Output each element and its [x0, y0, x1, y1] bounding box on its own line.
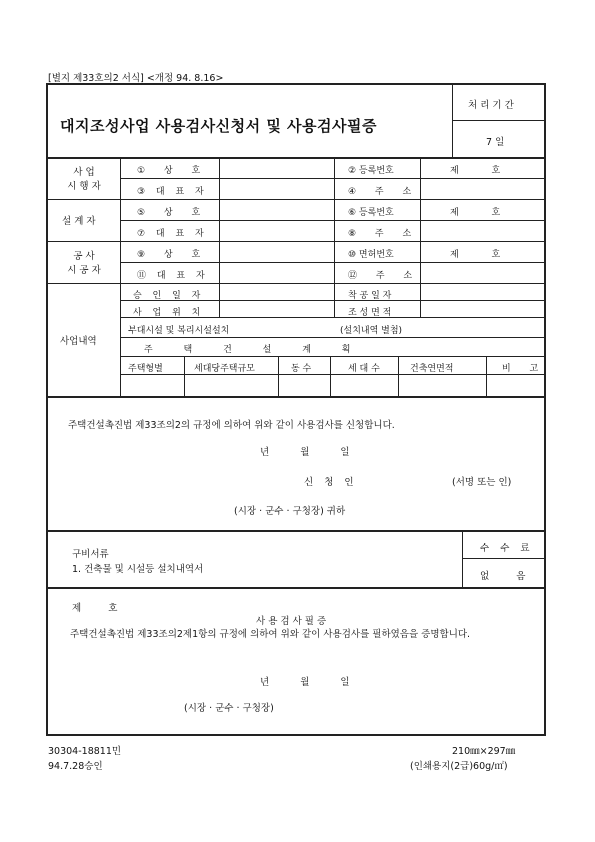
plan-col-line	[398, 356, 399, 396]
documents-bottom-border	[46, 587, 546, 589]
facilities-label: 부대시설 및 복리시설설치	[128, 326, 230, 336]
plan-header-buildings: 동 수	[291, 364, 312, 374]
project-location-label: 사 업 위 치	[133, 308, 205, 318]
business-label2-line	[420, 283, 421, 317]
development-area-label: 조 성 면 적	[348, 308, 392, 318]
housing-plan-label: 주 택 건 설 계 획	[144, 345, 365, 355]
plan-header-remarks: 비 고	[502, 364, 547, 374]
business-section-label: 사업내역	[60, 336, 97, 347]
processing-period-value: 7 일	[486, 137, 505, 148]
section-column-line	[120, 157, 121, 396]
row-line	[120, 337, 544, 338]
form-code: 30304-18811민	[48, 746, 122, 757]
plan-header-unit-size: 세대당주택규모	[194, 364, 255, 374]
title-bottom-border	[46, 157, 546, 159]
plan-col-line	[330, 356, 331, 396]
operator-company-label: ① 상 호	[137, 166, 209, 176]
certificate-title: 사 용 검 사 필 증	[256, 616, 327, 627]
contractor-address-label: ⑫ 주 소	[348, 271, 421, 281]
certificate-date: 년 월 일	[260, 677, 350, 688]
approval-note: 94.7.28승인	[48, 761, 103, 772]
contractor-section-label: 공 사 시 공 자	[67, 251, 101, 276]
documents-heading: 구비서류	[72, 549, 109, 560]
fee-box-midline	[462, 558, 544, 559]
approval-date-label: 승 인 일 자	[133, 291, 205, 301]
plan-header-type: 주택형별	[128, 364, 163, 374]
facilities-note: (설치내역 별첨)	[340, 326, 403, 336]
frame-left-border	[46, 83, 48, 736]
frame-top-border	[46, 83, 546, 85]
operator-representative-label: ③ 대 표 자	[137, 187, 208, 197]
designer-section-label: 설 계 자	[62, 216, 96, 227]
documents-item-1: 1. 건축물 및 시설등 설치내역서	[72, 564, 204, 575]
paper-spec: (인쇄용지(2급)60g/㎡)	[410, 761, 508, 772]
plan-col-line	[278, 356, 279, 396]
signature-label: (서명 또는 인)	[452, 477, 512, 488]
row-line	[120, 262, 544, 263]
plan-col-line	[184, 356, 185, 396]
operator-registration-value: 제 호	[450, 166, 501, 176]
fee-label: 수 수 료	[480, 543, 534, 554]
certificate-statement: 주택건설촉진법 제33조의2제1항의 규정에 의하여 위와 같이 사용검사를 필하였음을 증명합니다.	[70, 629, 471, 640]
form-title: 대지조성사업 사용검사신청서 및 사용검사필증	[60, 117, 377, 135]
processing-box-midline	[452, 120, 544, 121]
application-bottom-border	[46, 530, 546, 532]
designer-company-label: ⑤ 상 호	[137, 208, 209, 218]
operator-section-label: 사 업 시 행 자	[67, 167, 101, 192]
plan-header-floor-area: 건축연면적	[410, 364, 454, 374]
plan-col-line	[486, 356, 487, 396]
processing-period-label: 처 리 기 간	[468, 100, 514, 111]
mid-column-line	[334, 157, 335, 283]
business-label-line	[219, 283, 220, 317]
designer-registration-value: 제 호	[450, 208, 501, 218]
business-bottom-border	[46, 396, 546, 398]
paper-size: 210㎜×297㎜	[452, 746, 516, 757]
label-column-line	[219, 157, 220, 283]
row-line	[120, 220, 544, 221]
contractor-license-value: 제 호	[450, 250, 501, 260]
certificate-issuer: (시장 · 군수 · 구청장)	[184, 703, 274, 714]
label2-column-line	[420, 157, 421, 283]
frame-right-border	[544, 83, 546, 736]
frame-bottom-border	[46, 734, 546, 736]
fee-value: 없 음	[480, 571, 526, 582]
form-reference-note: [별지 제33호의2 서식] <개정 94. 8.16>	[48, 73, 224, 84]
contractor-company-label: ⑨ 상 호	[137, 250, 209, 260]
contractor-license-label: ⑩ 면허번호	[348, 250, 394, 260]
contractor-representative-label: ⑪ 대 표 자	[137, 271, 209, 281]
application-statement: 주택건설촉진법 제33조의2의 규정에 의하여 위와 같이 사용검사를 신청합니다.	[68, 420, 395, 431]
designer-registration-label: ⑥ 등록번호	[348, 208, 394, 218]
designer-address-label: ⑧ 주 소	[348, 229, 420, 239]
operator-address-label: ④ 주 소	[348, 187, 420, 197]
application-date: 년 월 일	[260, 447, 350, 458]
certificate-number: 제 호	[72, 603, 118, 614]
row-line	[120, 178, 544, 179]
applicant-label: 신 청 인	[304, 477, 354, 488]
business-mid-line	[334, 283, 335, 317]
start-date-label: 착 공 일 자	[348, 291, 392, 301]
operator-registration-label: ② 등록번호	[348, 166, 394, 176]
recipient-label: (시장 · 군수 · 구청장) 귀하	[234, 506, 346, 517]
designer-representative-label: ⑦ 대 표 자	[137, 229, 208, 239]
plan-header-households: 세 대 수	[348, 364, 380, 374]
